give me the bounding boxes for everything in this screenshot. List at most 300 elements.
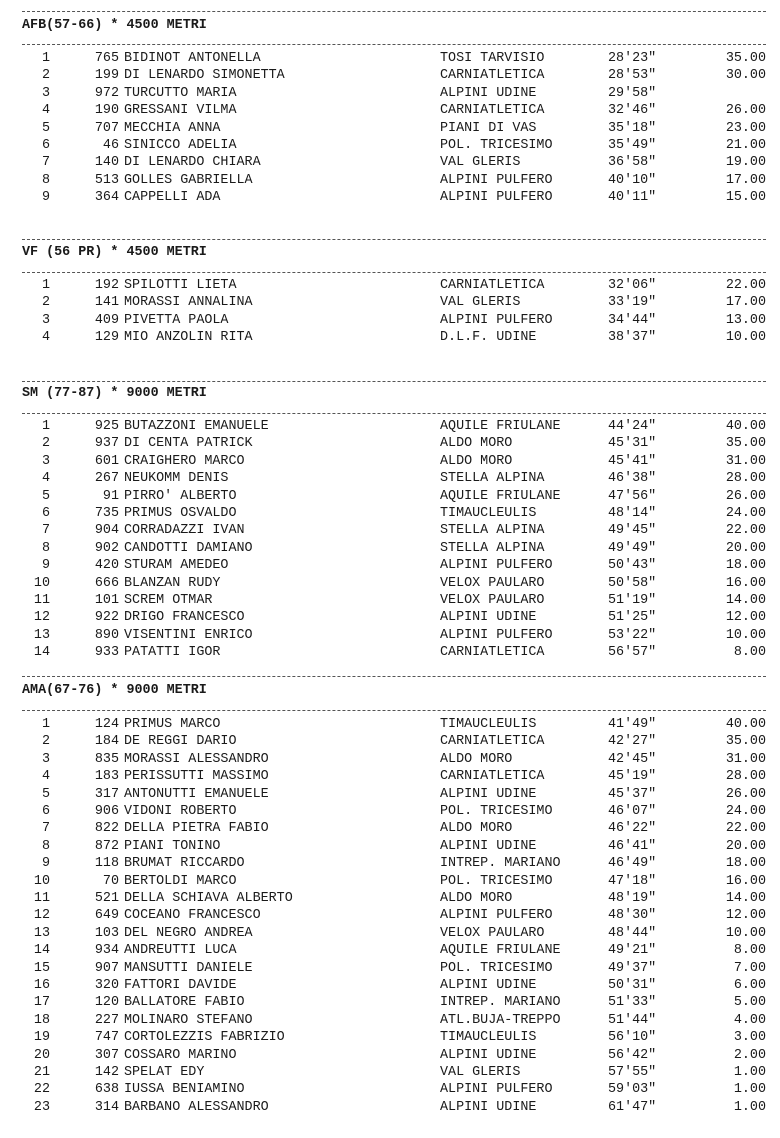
result-points: 31.00 (725, 752, 766, 767)
result-row (22, 1081, 768, 1098)
result-row (22, 67, 768, 84)
result-name: MANSUTTI DANIELE (124, 961, 253, 976)
result-pos: 8 (41, 541, 50, 556)
result-row (22, 733, 768, 750)
result-club: PIANI DI VAS (440, 121, 537, 136)
result-points: 8.00 (733, 645, 766, 660)
result-points: 1.00 (733, 1082, 766, 1097)
result-row (22, 312, 768, 329)
result-time: 47'18" (608, 874, 657, 889)
result-name: CAPPELLI ADA (124, 190, 221, 205)
result-pos: 10 (33, 874, 50, 889)
result-time: 47'56" (608, 489, 657, 504)
result-pos: 12 (33, 908, 50, 923)
result-time: 42'45" (608, 752, 657, 767)
result-points: 4.00 (733, 1013, 766, 1028)
result-row (22, 329, 768, 346)
result-club: CARNIATLETICA (440, 734, 545, 749)
result-bib: 314 (94, 1100, 119, 1115)
result-bib: 906 (94, 804, 119, 819)
result-row (22, 154, 768, 171)
result-row (22, 907, 768, 924)
result-club: ALPINI PULFERO (440, 628, 553, 643)
result-time: 33'19" (608, 295, 657, 310)
result-pos: 11 (33, 593, 50, 608)
result-points: 35.00 (725, 734, 766, 749)
result-bib: 124 (94, 717, 119, 732)
result-points: 22.00 (725, 278, 766, 293)
result-name: CORTOLEZZIS FABRIZIO (124, 1030, 285, 1045)
result-points: 21.00 (725, 138, 766, 153)
result-club: AQUILE FRIULANE (440, 943, 561, 958)
result-points: 10.00 (725, 628, 766, 643)
result-points: 12.00 (725, 908, 766, 923)
result-row (22, 768, 768, 785)
result-time: 56'42" (608, 1048, 657, 1063)
section-rule-bottom (22, 710, 766, 711)
result-bib: 190 (94, 103, 119, 118)
result-row (22, 627, 768, 644)
result-pos: 5 (41, 787, 50, 802)
result-name: MORASSI ANNALINA (124, 295, 253, 310)
result-time: 48'44" (608, 926, 657, 941)
result-bib: 184 (94, 734, 119, 749)
result-name: DELLA SCHIAVA ALBERTO (124, 891, 293, 906)
result-row (22, 1012, 768, 1029)
result-name: CORRADAZZI IVAN (124, 523, 245, 538)
result-time: 40'10" (608, 173, 657, 188)
result-points: 1.00 (733, 1065, 766, 1080)
result-club: ALDO MORO (440, 436, 513, 451)
result-club: ALPINI UDINE (440, 1048, 537, 1063)
result-bib: 933 (94, 645, 119, 660)
result-pos: 5 (41, 121, 50, 136)
result-time: 48'19" (608, 891, 657, 906)
result-time: 59'03" (608, 1082, 657, 1097)
result-name: DEL NEGRO ANDREA (124, 926, 253, 941)
result-pos: 17 (33, 995, 50, 1010)
result-time: 40'11" (608, 190, 657, 205)
result-points: 8.00 (733, 943, 766, 958)
result-row (22, 994, 768, 1011)
result-bib: 141 (94, 295, 119, 310)
result-name: BERTOLDI MARCO (124, 874, 237, 889)
result-row (22, 505, 768, 522)
result-points: 2.00 (733, 1048, 766, 1063)
result-club: ATL.BUJA-TREPPO (440, 1013, 561, 1028)
result-time: 45'41" (608, 454, 657, 469)
result-name: BIDINOT ANTONELLA (124, 51, 261, 66)
result-points: 1.00 (733, 1100, 766, 1115)
section-title: AMA(67-76) * 9000 METRI (22, 683, 207, 698)
result-bib: 835 (94, 752, 119, 767)
result-club: ALPINI PULFERO (440, 908, 553, 923)
result-name: SPELAT EDY (124, 1065, 205, 1080)
result-pos: 14 (33, 645, 50, 660)
result-club: AQUILE FRIULANE (440, 419, 561, 434)
section-rule-top (22, 676, 766, 677)
result-bib: 922 (94, 610, 119, 625)
result-points: 35.00 (725, 51, 766, 66)
result-pos: 10 (33, 576, 50, 591)
result-points: 16.00 (725, 576, 766, 591)
result-points: 22.00 (725, 821, 766, 836)
result-pos: 19 (33, 1030, 50, 1045)
result-row (22, 294, 768, 311)
result-time: 57'55" (608, 1065, 657, 1080)
result-bib: 120 (94, 995, 119, 1010)
result-name: BRUMAT RICCARDO (124, 856, 245, 871)
result-bib: 103 (94, 926, 119, 941)
result-club: CARNIATLETICA (440, 645, 545, 660)
result-row (22, 435, 768, 452)
result-bib: 822 (94, 821, 119, 836)
result-points: 31.00 (725, 454, 766, 469)
result-bib: 521 (94, 891, 119, 906)
result-bib: 420 (94, 558, 119, 573)
result-pos: 6 (41, 804, 50, 819)
result-points: 7.00 (733, 961, 766, 976)
result-name: ANTONUTTI EMANUELE (124, 787, 269, 802)
result-time: 45'37" (608, 787, 657, 802)
result-points: 14.00 (725, 593, 766, 608)
result-name: DI LENARDO SIMONETTA (124, 68, 285, 83)
result-pos: 16 (33, 978, 50, 993)
result-time: 34'44" (608, 313, 657, 328)
result-time: 36'58" (608, 155, 657, 170)
result-time: 35'18" (608, 121, 657, 136)
result-pos: 8 (41, 173, 50, 188)
result-bib: 601 (94, 454, 119, 469)
result-pos: 22 (33, 1082, 50, 1097)
result-name: MECCHIA ANNA (124, 121, 221, 136)
result-pos: 9 (41, 558, 50, 573)
result-pos: 2 (41, 436, 50, 451)
result-points: 28.00 (725, 769, 766, 784)
result-row (22, 102, 768, 119)
result-points: 14.00 (725, 891, 766, 906)
result-pos: 18 (33, 1013, 50, 1028)
result-club: ALPINI UDINE (440, 86, 537, 101)
result-pos: 11 (33, 891, 50, 906)
result-club: ALPINI UDINE (440, 610, 537, 625)
section-rule-bottom (22, 44, 766, 45)
result-club: ALPINI PULFERO (440, 1082, 553, 1097)
result-time: 46'07" (608, 804, 657, 819)
section-rule-bottom (22, 272, 766, 273)
result-bib: 91 (102, 489, 119, 504)
result-pos: 6 (41, 506, 50, 521)
section-rule-top (22, 239, 766, 240)
result-club: VAL GLERIS (440, 155, 521, 170)
result-points: 26.00 (725, 787, 766, 802)
result-bib: 227 (94, 1013, 119, 1028)
result-row (22, 488, 768, 505)
result-pos: 1 (41, 51, 50, 66)
result-row (22, 85, 768, 102)
result-points: 35.00 (725, 436, 766, 451)
result-club: ALDO MORO (440, 891, 513, 906)
result-pos: 3 (41, 86, 50, 101)
result-row (22, 540, 768, 557)
result-bib: 765 (94, 51, 119, 66)
result-points: 26.00 (725, 489, 766, 504)
result-club: INTREP. MARIANO (440, 856, 561, 871)
result-row (22, 1029, 768, 1046)
result-row (22, 925, 768, 942)
result-name: PIRRO' ALBERTO (124, 489, 237, 504)
result-points: 22.00 (725, 523, 766, 538)
result-time: 50'31" (608, 978, 657, 993)
result-points: 24.00 (725, 506, 766, 521)
result-points: 17.00 (725, 295, 766, 310)
result-points: 13.00 (725, 313, 766, 328)
result-name: NEUKOMM DENIS (124, 471, 229, 486)
result-club: POL. TRICESIMO (440, 961, 553, 976)
result-time: 45'19" (608, 769, 657, 784)
result-points: 23.00 (725, 121, 766, 136)
section-rule-top (22, 381, 766, 382)
result-name: BARBANO ALESSANDRO (124, 1100, 269, 1115)
result-club: STELLA ALPINA (440, 523, 545, 538)
result-pos: 15 (33, 961, 50, 976)
result-club: TIMAUCLEULIS (440, 506, 537, 521)
result-time: 51'25" (608, 610, 657, 625)
result-pos: 14 (33, 943, 50, 958)
result-name: DI CENTA PATRICK (124, 436, 253, 451)
result-club: VELOX PAULARO (440, 576, 545, 591)
result-points: 5.00 (733, 995, 766, 1010)
result-name: IUSSA BENIAMINO (124, 1082, 245, 1097)
result-bib: 183 (94, 769, 119, 784)
result-bib: 192 (94, 278, 119, 293)
result-name: FATTORI DAVIDE (124, 978, 237, 993)
result-points: 26.00 (725, 103, 766, 118)
result-pos: 3 (41, 752, 50, 767)
result-row (22, 453, 768, 470)
result-name: BUTAZZONI EMANUELE (124, 419, 269, 434)
section-title: SM (77-87) * 9000 METRI (22, 386, 207, 401)
result-club: VAL GLERIS (440, 295, 521, 310)
result-time: 49'49" (608, 541, 657, 556)
result-club: VAL GLERIS (440, 1065, 521, 1080)
result-row (22, 644, 768, 661)
result-row (22, 522, 768, 539)
result-row (22, 609, 768, 626)
result-pos: 21 (33, 1065, 50, 1080)
result-club: POL. TRICESIMO (440, 874, 553, 889)
result-time: 35'49" (608, 138, 657, 153)
result-points: 30.00 (725, 68, 766, 83)
result-name: DI LENARDO CHIARA (124, 155, 261, 170)
result-points: 10.00 (725, 926, 766, 941)
result-bib: 907 (94, 961, 119, 976)
result-time: 51'19" (608, 593, 657, 608)
result-club: TOSI TARVISIO (440, 51, 545, 66)
result-club: ALPINI PULFERO (440, 173, 553, 188)
result-time: 48'30" (608, 908, 657, 923)
result-name: GOLLES GABRIELLA (124, 173, 253, 188)
result-name: SINICCO ADELIA (124, 138, 237, 153)
result-row (22, 838, 768, 855)
result-time: 45'31" (608, 436, 657, 451)
result-bib: 199 (94, 68, 119, 83)
result-time: 50'43" (608, 558, 657, 573)
result-points: 18.00 (725, 558, 766, 573)
result-club: POL. TRICESIMO (440, 804, 553, 819)
result-pos: 9 (41, 856, 50, 871)
result-pos: 7 (41, 155, 50, 170)
result-time: 32'46" (608, 103, 657, 118)
result-row (22, 172, 768, 189)
result-club: VELOX PAULARO (440, 593, 545, 608)
result-points: 6.00 (733, 978, 766, 993)
result-time: 42'27" (608, 734, 657, 749)
result-row (22, 592, 768, 609)
result-row (22, 1047, 768, 1064)
result-name: CRAIGHERO MARCO (124, 454, 245, 469)
result-points: 3.00 (733, 1030, 766, 1045)
result-points: 40.00 (725, 717, 766, 732)
result-club: ALPINI UDINE (440, 1100, 537, 1115)
result-club: STELLA ALPINA (440, 541, 545, 556)
result-bib: 101 (94, 593, 119, 608)
result-row (22, 1099, 768, 1116)
result-pos: 1 (41, 717, 50, 732)
result-time: 46'38" (608, 471, 657, 486)
result-row (22, 137, 768, 154)
result-bib: 320 (94, 978, 119, 993)
result-pos: 3 (41, 454, 50, 469)
result-time: 46'41" (608, 839, 657, 854)
result-club: CARNIATLETICA (440, 68, 545, 83)
result-name: PRIMUS OSVALDO (124, 506, 237, 521)
result-bib: 118 (94, 856, 119, 871)
result-pos: 1 (41, 419, 50, 434)
result-time: 28'23" (608, 51, 657, 66)
result-points: 28.00 (725, 471, 766, 486)
result-row (22, 942, 768, 959)
result-club: ALDO MORO (440, 821, 513, 836)
result-row (22, 803, 768, 820)
result-name: DELLA PIETRA FABIO (124, 821, 269, 836)
result-bib: 142 (94, 1065, 119, 1080)
result-club: ALPINI UDINE (440, 978, 537, 993)
result-club: ALDO MORO (440, 454, 513, 469)
result-points: 10.00 (725, 330, 766, 345)
result-points: 18.00 (725, 856, 766, 871)
result-club: ALPINI PULFERO (440, 558, 553, 573)
result-pos: 8 (41, 839, 50, 854)
result-time: 48'14" (608, 506, 657, 521)
result-bib: 707 (94, 121, 119, 136)
result-bib: 937 (94, 436, 119, 451)
result-name: PIANI TONINO (124, 839, 221, 854)
result-time: 29'58" (608, 86, 657, 101)
result-time: 56'57" (608, 645, 657, 660)
result-points: 20.00 (725, 541, 766, 556)
result-time: 56'10" (608, 1030, 657, 1045)
result-name: MIO ANZOLIN RITA (124, 330, 253, 345)
result-name: PIVETTA PAOLA (124, 313, 229, 328)
result-club: TIMAUCLEULIS (440, 1030, 537, 1045)
result-name: PATATTI IGOR (124, 645, 221, 660)
result-time: 49'45" (608, 523, 657, 538)
result-bib: 513 (94, 173, 119, 188)
result-bib: 140 (94, 155, 119, 170)
result-club: CARNIATLETICA (440, 278, 545, 293)
result-time: 50'58" (608, 576, 657, 591)
result-name: DRIGO FRANCESCO (124, 610, 245, 625)
result-club: D.L.F. UDINE (440, 330, 537, 345)
result-bib: 747 (94, 1030, 119, 1045)
result-club: CARNIATLETICA (440, 769, 545, 784)
result-time: 49'21" (608, 943, 657, 958)
result-points: 17.00 (725, 173, 766, 188)
result-time: 32'06" (608, 278, 657, 293)
result-pos: 4 (41, 471, 50, 486)
result-pos: 4 (41, 103, 50, 118)
result-name: CANDOTTI DAMIANO (124, 541, 253, 556)
result-name: COSSARO MARINO (124, 1048, 237, 1063)
result-row (22, 418, 768, 435)
result-row (22, 575, 768, 592)
result-points: 15.00 (725, 190, 766, 205)
result-row (22, 890, 768, 907)
result-club: AQUILE FRIULANE (440, 489, 561, 504)
result-bib: 638 (94, 1082, 119, 1097)
result-pos: 13 (33, 628, 50, 643)
result-row (22, 751, 768, 768)
result-points: 24.00 (725, 804, 766, 819)
result-club: ALPINI UDINE (440, 839, 537, 854)
result-pos: 12 (33, 610, 50, 625)
result-club: STELLA ALPINA (440, 471, 545, 486)
result-name: MOLINARO STEFANO (124, 1013, 253, 1028)
result-club: POL. TRICESIMO (440, 138, 553, 153)
result-time: 41'49" (608, 717, 657, 732)
result-points: 19.00 (725, 155, 766, 170)
result-time: 61'47" (608, 1100, 657, 1115)
section-title: AFB(57-66) * 4500 METRI (22, 18, 207, 33)
result-bib: 317 (94, 787, 119, 802)
result-club: ALPINI PULFERO (440, 313, 553, 328)
result-row (22, 873, 768, 890)
result-bib: 409 (94, 313, 119, 328)
result-name: ANDREUTTI LUCA (124, 943, 237, 958)
result-bib: 70 (102, 874, 119, 889)
result-name: PRIMUS MARCO (124, 717, 221, 732)
result-bib: 972 (94, 86, 119, 101)
result-name: DE REGGI DARIO (124, 734, 237, 749)
result-name: VIDONI ROBERTO (124, 804, 237, 819)
result-club: ALPINI UDINE (440, 787, 537, 802)
result-pos: 7 (41, 523, 50, 538)
result-club: TIMAUCLEULIS (440, 717, 537, 732)
result-time: 46'22" (608, 821, 657, 836)
result-row (22, 50, 768, 67)
result-row (22, 855, 768, 872)
result-row (22, 960, 768, 977)
result-row (22, 277, 768, 294)
result-pos: 2 (41, 68, 50, 83)
result-name: COCEANO FRANCESCO (124, 908, 261, 923)
result-row (22, 1064, 768, 1081)
result-name: PERISSUTTI MASSIMO (124, 769, 269, 784)
result-pos: 13 (33, 926, 50, 941)
result-bib: 925 (94, 419, 119, 434)
result-pos: 2 (41, 734, 50, 749)
